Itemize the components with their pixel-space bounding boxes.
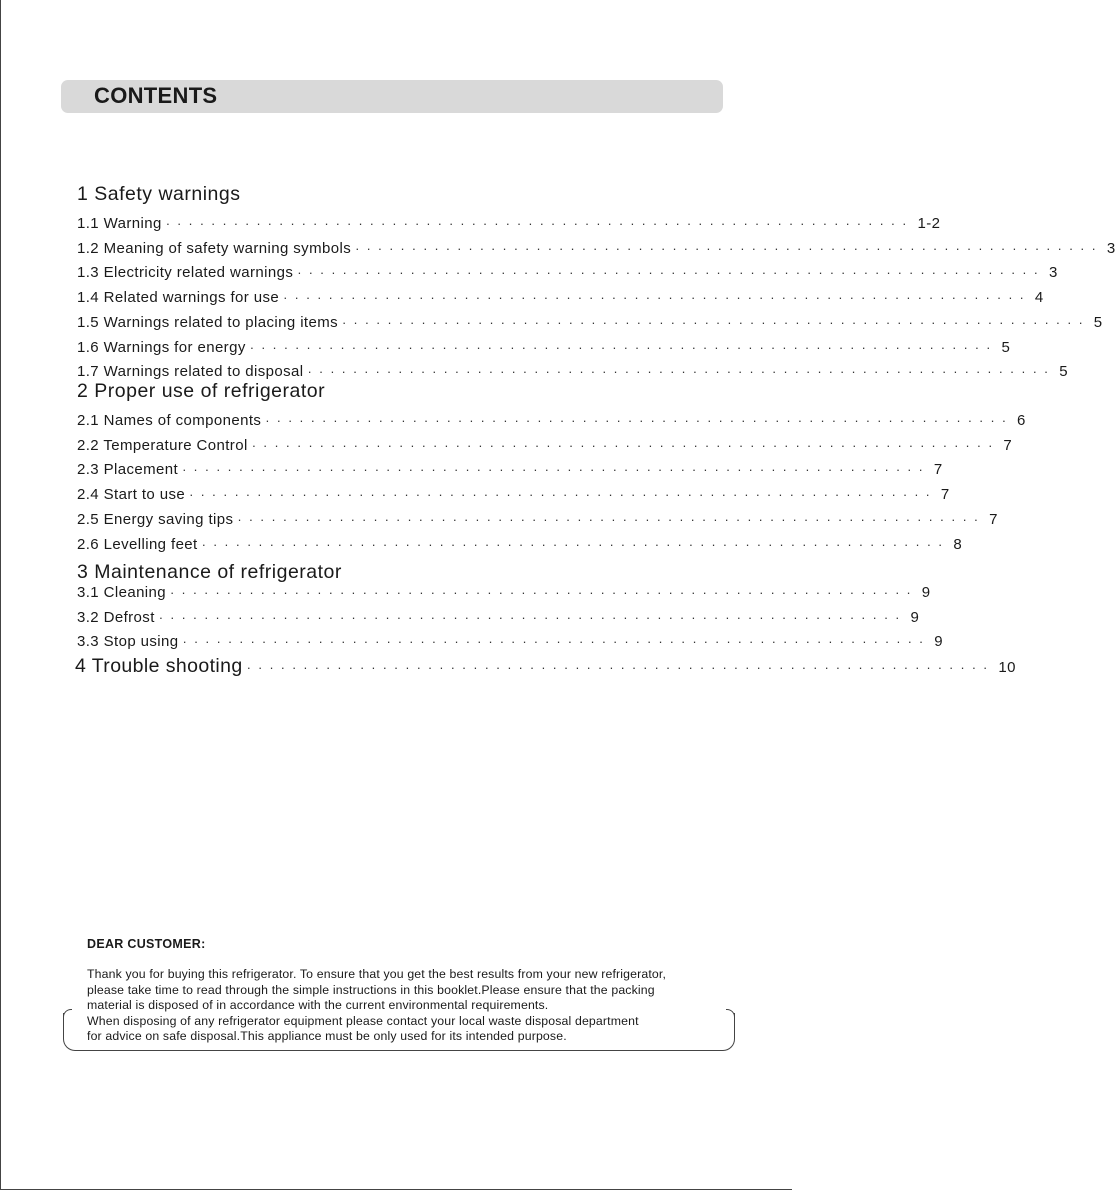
section-heading-1: 1 Safety warnings [77,183,241,205]
toc-label: 2.3 Placement [77,461,179,478]
toc-row[interactable] [77,264,1058,284]
dot-leader: ·································································· [189,487,937,502]
toc-row[interactable] [77,536,963,556]
toc-page-number: 7 [933,461,943,478]
toc-label: 1.1 Warning [77,215,162,232]
page-title: CONTENTS [94,83,218,108]
toc-page-number: 7 [989,511,998,528]
toc-page-number: 1-2 [917,215,941,232]
toc-page-number: 7 [1003,437,1013,454]
toc-label: 2.5 Energy saving tips [77,511,234,528]
contents-header-bar [61,80,723,113]
toc-page-number: 9 [934,633,943,650]
toc-label: 1.2 Meaning of safety warning symbols [77,240,352,257]
section-heading-3: 3 Maintenance of refrigerator [77,561,342,583]
toc-page-number: 10 [998,659,1016,676]
dot-leader: ·································································· [158,610,907,625]
customer-heading: DEAR CUSTOMER: [87,937,206,951]
dot-leader: ·································································· [307,364,1056,379]
customer-line: When disposing of any refrigerator equipment please contact your local waste disposal department [87,1013,639,1028]
toc-row[interactable] [77,412,1026,432]
toc-row[interactable] [77,289,1044,309]
toc-row[interactable] [77,461,943,481]
toc-label: 3.1 Cleaning [77,584,167,601]
toc-page-number: 5 [1001,339,1011,356]
toc-page-number: 3 [1106,240,1116,257]
dot-leader: ·································································· [342,315,1090,330]
dot-leader: ·································································· [297,265,1045,280]
toc-page-number: 3 [1048,264,1058,281]
toc-page-number: 8 [953,536,963,553]
toc-label: 3.3 Stop using [77,633,179,650]
section-heading-4: 4 Trouble shooting [75,655,243,677]
toc-row[interactable] [77,215,941,235]
toc-label: 1.5 Warnings related to placing items [77,314,339,331]
dot-leader: ·································································· [201,537,950,552]
section-heading-2: 2 Proper use of refrigerator [77,380,326,402]
toc-row[interactable] [77,339,1011,359]
customer-line: Thank you for buying this refrigerator. To ensure that you get the best results from your new refrigerator, [87,967,667,981]
toc-page-number: 7 [940,486,950,503]
toc-row[interactable] [77,609,920,629]
toc-page-number: 5 [1093,314,1103,331]
dot-leader: ·································································· [182,634,931,649]
toc-row[interactable] [77,314,1103,334]
toc-label: 2.4 Start to use [77,486,186,503]
toc-row[interactable] [77,240,1116,260]
dot-leader: ·································································· [182,462,930,477]
customer-line: for advice on safe disposal.This appliance must be only used for its intended purpose. [87,1029,567,1043]
toc-label: 1.6 Warnings for energy [77,339,246,356]
toc-page-number: 9 [921,584,931,601]
toc-label: 3.2 Defrost [77,609,155,626]
dot-leader: ·································································· [265,413,1014,428]
toc-page-number: 4 [1034,289,1044,306]
customer-line: material is disposed of in accordance with the current environmental requirements. [87,998,549,1012]
dot-leader: ·································································· [283,290,1031,305]
toc-page-number: 9 [910,609,920,626]
toc-row[interactable] [77,633,943,653]
toc-label: 2.1 Names of components [77,412,262,429]
dot-leader: ·································································· [170,585,918,600]
dot-leader: ·································································· [165,216,914,231]
toc-row[interactable] [77,584,931,604]
toc-label: 2.6 Levelling feet [77,536,198,553]
dot-leader: ·································································· [355,241,1103,256]
toc-row[interactable] [77,486,950,506]
dot-leader: ·································································· [251,438,1000,453]
dot-leader: ·································································· [249,340,998,355]
toc-page-number: 6 [1017,412,1026,429]
dot-leader: ·································································· [237,512,986,527]
toc-label: 2.2 Temperature Control [77,437,248,454]
toc-label: 1.7 Warnings related to disposal [77,363,304,380]
dot-leader: ·································································· [246,660,995,675]
customer-line: please take time to read through the simple instructions in this booklet.Please ensure that the packing [87,982,655,997]
toc-label: 1.4 Related warnings for use [77,289,280,306]
toc-row[interactable] [77,511,998,531]
customer-message [87,967,747,1045]
toc-row-trouble-shooting[interactable] [75,655,1016,681]
toc-label: 1.3 Electricity related warnings [77,264,294,281]
toc-page-number: 5 [1059,363,1069,380]
toc-row[interactable] [77,437,1013,457]
